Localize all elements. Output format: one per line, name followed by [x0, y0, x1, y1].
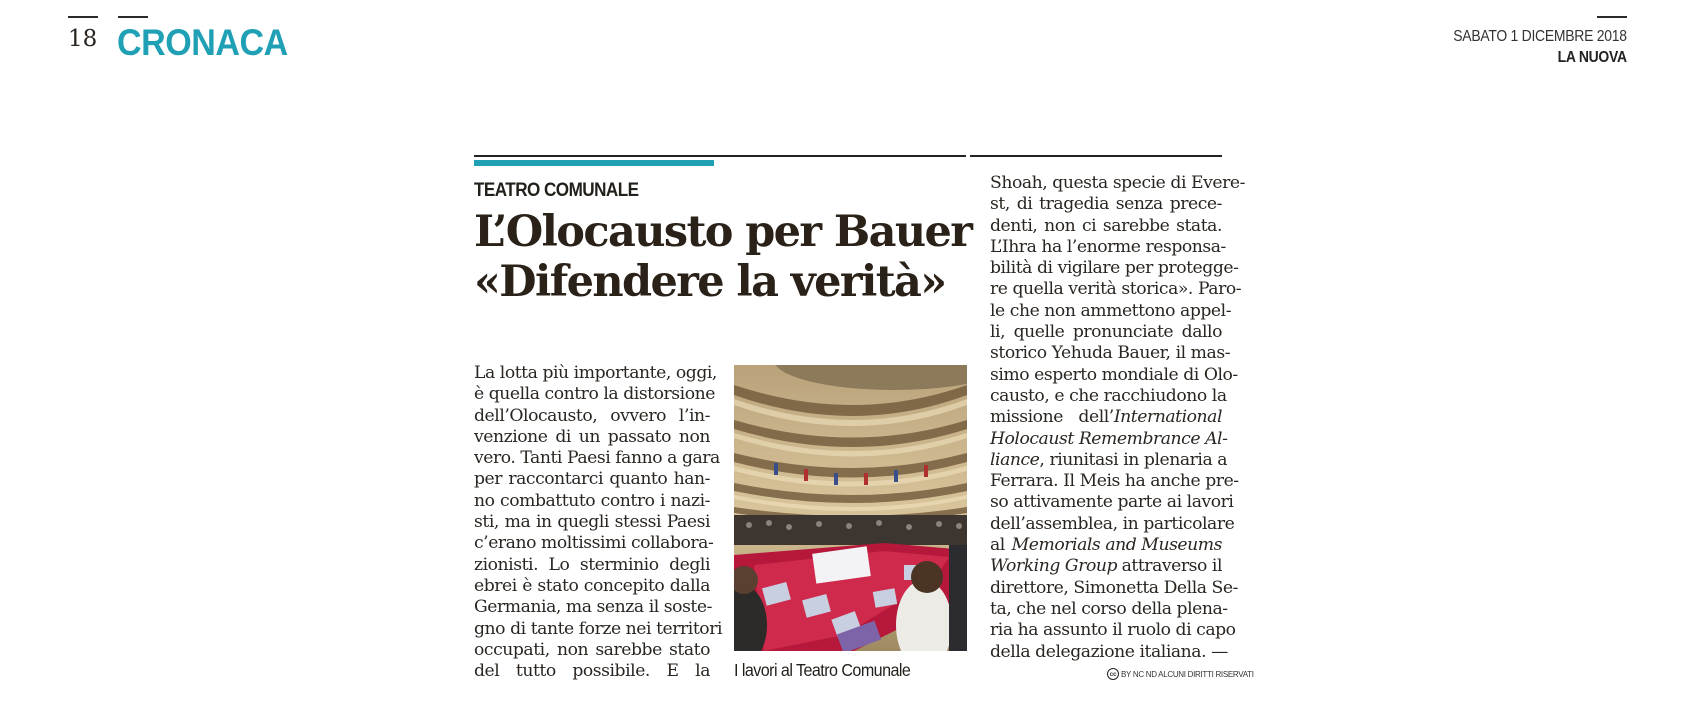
body-line: gno di tante forze nei territori [474, 618, 723, 639]
theatre-photo-illustration [734, 365, 967, 651]
body-line: ria ha assunto il ruolo di capo [990, 620, 1236, 641]
photo-caption: I lavori al Teatro Comunale [734, 660, 911, 680]
body-line: le che non ammettono appel- [990, 300, 1232, 321]
page-number-rule [68, 16, 98, 18]
body-text: , riunitasi in plenaria a [1039, 449, 1228, 470]
body-line: li, quelle pronunciate dallo [990, 322, 1222, 343]
body-line [990, 407, 1222, 428]
body-line: L’Ihra ha l’enorme responsa- [990, 236, 1226, 257]
body-line: bilità di vigilare per protegge- [990, 258, 1239, 279]
body-line: del tutto possibile. E la [474, 661, 710, 682]
article-body-left [474, 363, 723, 682]
body-line [990, 556, 1222, 577]
body-text: dell’ [1078, 407, 1114, 428]
body-line: La lotta più importante, oggi, [474, 363, 717, 383]
license-text: BY NC ND ALCUNI DIRITTI RISERVATI [1121, 669, 1254, 679]
section-rule [118, 16, 148, 18]
cc-icon: cc [1107, 668, 1119, 680]
accent-bar [474, 160, 714, 166]
page-number: 18 [68, 26, 98, 52]
body-line: è quella contro la distorsione [474, 384, 715, 405]
column-rule-gap [966, 153, 970, 158]
section-title: CRONACA [117, 22, 288, 63]
body-line: zionisti. Lo sterminio degli [474, 554, 710, 575]
body-line: so attivamente parte ai lavori [990, 492, 1234, 513]
body-line: re quella verità storica». Paro- [990, 279, 1242, 300]
body-line-italic: Holocaust Remembrance Al- [990, 428, 1228, 449]
headline-line-2: «Difendere la verità» [474, 257, 946, 307]
article-body-right [990, 173, 1245, 663]
body-line: occupati, non sarebbe stato [474, 639, 710, 660]
body-line: storico Yehuda Bauer, il mas- [990, 343, 1231, 364]
newspaper-name: LA NUOVA [1557, 49, 1627, 66]
body-line: dell’assemblea, in particolare [990, 513, 1235, 534]
body-line: st, di tragedia senza prece- [990, 194, 1222, 215]
body-text: missione [990, 407, 1063, 428]
body-line: dell’Olocausto, ovvero l’in- [474, 405, 710, 426]
body-line: sti, ma in quegli stessi Paesi [474, 512, 710, 533]
article-top-rule [474, 155, 1222, 157]
body-line: denti, non ci sarebbe stata. [990, 215, 1222, 236]
body-line: vero. Tanti Paesi fanno a gara [474, 448, 720, 469]
body-line: Ferrara. Il Meis ha anche pre- [990, 471, 1239, 492]
issue-date: SABATO 1 DICEMBRE 2018 [1453, 28, 1627, 45]
body-text: attraverso il [1121, 556, 1222, 577]
body-line: della delegazione italiana. — [990, 641, 1228, 662]
body-line: venzione di un passato non [474, 426, 710, 447]
license-notice [1107, 668, 1254, 680]
headline-line-1: L’Olocausto per Bauer [474, 207, 972, 257]
article-photo [734, 365, 967, 651]
body-line: causto, e che racchiudono la [990, 385, 1227, 406]
body-line [990, 535, 1222, 556]
body-text-italic: liance [990, 449, 1040, 470]
article-headline [474, 207, 974, 307]
body-line: c’erano moltissimi collabora- [474, 533, 714, 554]
body-line [990, 449, 1228, 471]
body-line: no combattuto contro i nazi- [474, 490, 710, 511]
body-line: ebrei è stato concepito dalla [474, 575, 710, 596]
body-line: Germania, ma senza il soste- [474, 597, 712, 618]
body-text-italic: International [1113, 407, 1222, 428]
body-line: simo esperto mondiale di Olo- [990, 364, 1238, 385]
body-text-italic: Working Group [990, 556, 1118, 577]
body-line: ta, che nel corso della plena- [990, 598, 1228, 619]
body-line: direttore, Simonetta Della Se- [990, 577, 1238, 598]
date-rule [1597, 16, 1627, 18]
body-text: al [990, 535, 1005, 556]
article-kicker: TEATRO COMUNALE [474, 180, 639, 201]
body-line: Shoah, questa specie di Evere- [990, 173, 1245, 193]
body-line: per raccontarci quanto han- [474, 469, 710, 490]
body-text-italic: Memorials and Museums [1011, 535, 1222, 556]
